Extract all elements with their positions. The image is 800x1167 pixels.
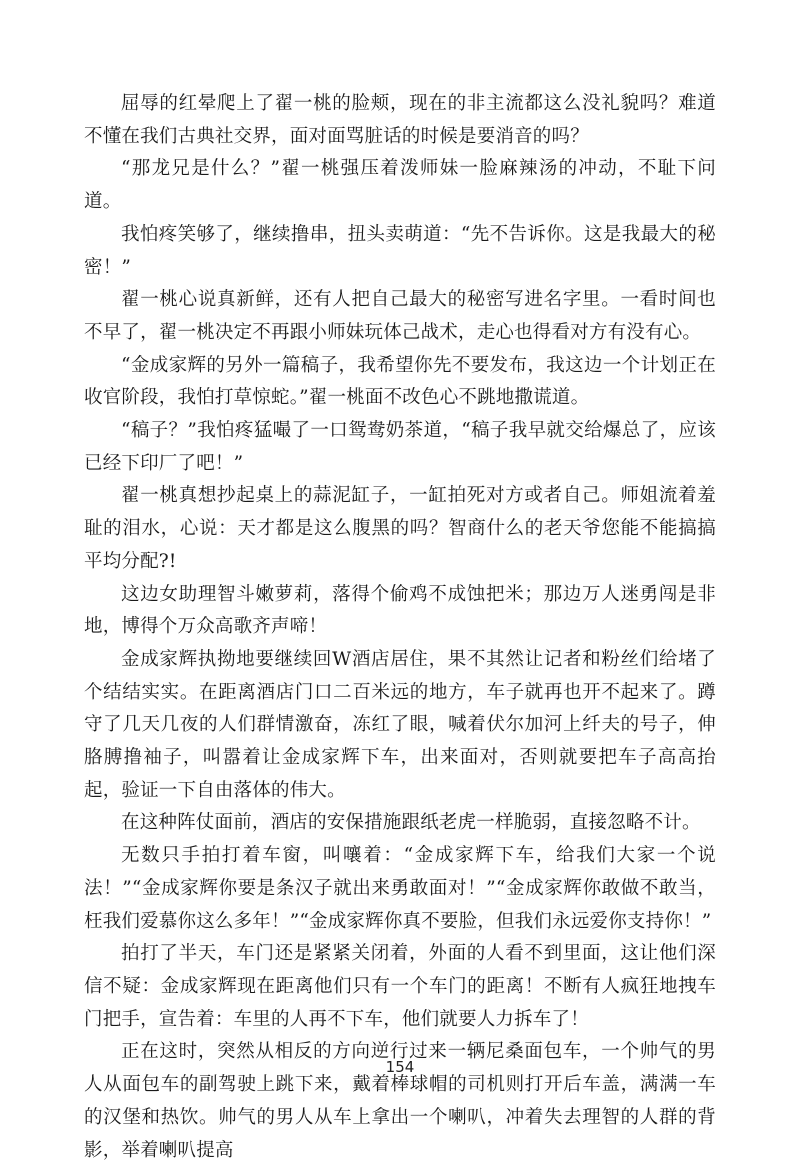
paragraph-10: 在这种阵仗面前，酒店的安保措施跟纸老虎一样脆弱，直接忽略不计。 — [121, 812, 701, 834]
paragraph-1: 屈辱的红晕爬上了翟一桃的脸颊，现在的非主流都这么没礼貌吗？难道不懂在我们古典社交界，面对面骂脏话的时候是要消音的吗？ — [84, 93, 716, 147]
page-number: 154 — [385, 1058, 415, 1076]
paragraph-8: 这边女助理智斗嫩萝莉，落得个偷鸡不成蚀把米；那边万人迷勇闯是非地，博得个万众高歌齐声啼！ — [84, 583, 716, 638]
paragraph-9: 金成家辉执拗地要继续回W酒店居住，果不其然让记者和粉丝们给堵了个结结实实。在距离酒店门口二百米远的地方，车子就再也开不起来了。蹲守了几天几夜的人们群情激奋，冻红了眼，喊着伏尔加河上纤夫的号子，伸胳膊撸袖子，叫嚣着让金成家辉下车，出来面对，否则就要把车子高高抬起，验证一下自由落体的伟大。 — [84, 648, 716, 801]
paragraph-3: 我怕疼笑够了，继续撸串，扭头卖萌道：“先不告诉你。这是我最大的秘密！” — [84, 223, 716, 278]
paragraph-7: 翟一桃真想抄起桌上的蒜泥缸子，一缸拍死对方或者自己。师姐流着羞耻的泪水，心说：天才都是这么腹黑的吗？智商什么的老天爷您能不能搞搞平均分配?! — [84, 485, 716, 572]
paragraph-5: “金成家辉的另外一篇稿子，我希望你先不要发布，我这边一个计划正在收官阶段，我怕打草惊蛇。”翟一桃面不改色心不跳地撒谎道。 — [84, 354, 716, 409]
paragraph-6: “稿子？”我怕疼猛嘬了一口鸳鸯奶茶道，“稿子我早就交给爆总了，应该已经下印厂了吧！” — [84, 420, 716, 474]
page-body — [84, 88, 716, 1167]
paragraph-12: 拍打了半天，车门还是紧紧关闭着，外面的人看不到里面，这让他们深信不疑：金成家辉现在距离他们只有一个车门的距离！不断有人疯狂地拽车门把手，宣告着：车里的人再不下车，他们就要人力拆车了！ — [84, 943, 716, 1030]
paragraph-11: 无数只手拍打着车窗，叫嚷着：“金成家辉下车，给我们大家一个说法！”“金成家辉你要是条汉子就出来勇敢面对！”“金成家辉你敢做不敢当，枉我们爱慕你这么多年！”“金成家辉你真不要脸，但我们永远爱你支持你！” — [84, 845, 716, 932]
paragraph-13: 正在这时，突然从相反的方向逆行过来一辆尼桑面包车，一个帅气的男人从面包车的副驾驶上跳下来，戴着棒球帽的司机则打开后车盖，满满一车的汉堡和热饮。帅气的男人从车上拿出一个喇叭，冲着失去理智的人群的背影，举着喇叭提高 — [84, 1041, 716, 1161]
paragraph-4: 翟一桃心说真新鲜，还有人把自己最大的秘密写进名字里。一看时间也不早了，翟一桃决定不再跟小师妹玩体己战术，走心也得看对方有没有心。 — [84, 289, 716, 343]
paragraph-2: “那龙兄是什么？”翟一桃强压着泼师妹一脸麻辣汤的冲动，不耻下问道。 — [84, 158, 716, 213]
